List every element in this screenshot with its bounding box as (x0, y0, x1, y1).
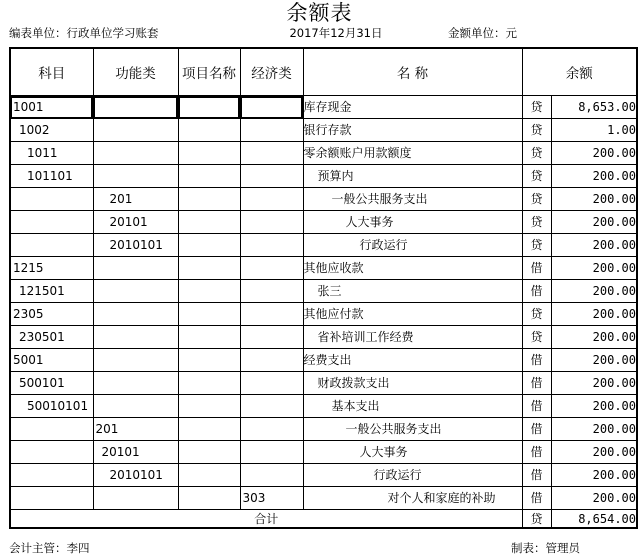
cell-amount: 1.00 (551, 119, 637, 142)
table-row (10, 280, 637, 303)
report-date: 2017年12月31日 (289, 26, 383, 40)
table-row (10, 142, 637, 165)
amount-unit-label: 金额单位： (448, 26, 506, 40)
cell-amount: 200.00 (551, 188, 637, 211)
supervisor-value: 李四 (66, 541, 90, 555)
total-direction: 贷 (522, 510, 551, 529)
table-row (10, 257, 637, 280)
cell-project-name (178, 234, 240, 257)
cell-amount: 200.00 (551, 395, 637, 418)
table-row (10, 234, 637, 257)
cell-economic-code (240, 395, 303, 418)
cell-project-name (178, 349, 240, 372)
table-row (10, 372, 637, 395)
preparer-label: 制表： (511, 541, 546, 555)
cell-project-name (178, 418, 240, 441)
cell-function-code: 201 (93, 418, 178, 441)
cell-economic-code (240, 188, 303, 211)
cell-project-name (178, 165, 240, 188)
cell-subject-code: 1011 (10, 142, 93, 165)
cell-account-name: 省补培训工作经费 (303, 326, 522, 349)
cell-subject-code (10, 418, 93, 441)
cell-economic-code (240, 280, 303, 303)
cell-subject-code (10, 211, 93, 234)
cell-function-code (93, 96, 178, 119)
cell-function-code (93, 372, 178, 395)
prepared-unit-value: 行政单位学习账套 (66, 26, 159, 40)
cell-account-name: 预算内 (303, 165, 522, 188)
cell-project-name (178, 257, 240, 280)
cell-subject-code (10, 487, 93, 510)
cell-direction: 贷 (522, 142, 551, 165)
cell-amount: 200.00 (551, 280, 637, 303)
cell-economic-code (240, 234, 303, 257)
cell-subject-code: 101101 (10, 165, 93, 188)
cell-function-code (93, 257, 178, 280)
cell-economic-code (240, 441, 303, 464)
accounting-supervisor (9, 539, 90, 557)
cell-project-name (178, 464, 240, 487)
cell-economic-code (240, 349, 303, 372)
cell-project-name (178, 441, 240, 464)
cell-amount: 200.00 (551, 464, 637, 487)
table-row (10, 418, 637, 441)
table-row (10, 188, 637, 211)
cell-function-code: 2010101 (93, 234, 178, 257)
supervisor-label: 会计主管： (9, 541, 67, 555)
cell-account-name: 其他应付款 (303, 303, 522, 326)
cell-economic-code (240, 464, 303, 487)
cell-project-name (178, 280, 240, 303)
cell-direction: 贷 (522, 234, 551, 257)
cell-economic-code: 303 (240, 487, 303, 510)
total-label: 合计 (10, 510, 522, 529)
cell-direction: 借 (522, 487, 551, 510)
cell-direction: 借 (522, 257, 551, 280)
prepared-unit (9, 25, 159, 41)
table-row (10, 119, 637, 142)
cell-project-name (178, 188, 240, 211)
cell-account-name: 基本支出 (303, 395, 522, 418)
cell-economic-code (240, 257, 303, 280)
cell-function-code (93, 165, 178, 188)
cell-subject-code: 1001 (10, 96, 93, 119)
cell-account-name: 银行存款 (303, 119, 522, 142)
cell-function-code (93, 349, 178, 372)
cell-function-code (93, 395, 178, 418)
cell-amount: 200.00 (551, 142, 637, 165)
report-title: 余额表 (286, 1, 353, 25)
cell-project-name (178, 395, 240, 418)
cell-function-code (93, 142, 178, 165)
cell-account-name: 经费支出 (303, 349, 522, 372)
table-row (10, 395, 637, 418)
cell-project-name (178, 142, 240, 165)
total-row (10, 510, 637, 529)
cell-function-code: 20101 (93, 211, 178, 234)
cell-subject-code (10, 234, 93, 257)
cell-account-name: 张三 (303, 280, 522, 303)
cell-project-name (178, 96, 240, 119)
col-header-name: 名 称 (303, 48, 522, 96)
cell-amount: 200.00 (551, 441, 637, 464)
cell-subject-code: 5001 (10, 349, 93, 372)
table-row (10, 211, 637, 234)
table-row (10, 303, 637, 326)
cell-economic-code (240, 96, 303, 119)
cell-direction: 贷 (522, 188, 551, 211)
cell-amount: 200.00 (551, 165, 637, 188)
cell-account-name: 财政拨款支出 (303, 372, 522, 395)
table-header-row (10, 48, 637, 96)
cell-project-name (178, 326, 240, 349)
cell-economic-code (240, 303, 303, 326)
cell-direction: 借 (522, 372, 551, 395)
cell-account-name: 其他应收款 (303, 257, 522, 280)
col-header-economic: 经济类 (240, 48, 303, 96)
amount-unit (448, 25, 517, 41)
cell-direction: 贷 (522, 119, 551, 142)
cell-account-name: 行政运行 (303, 464, 522, 487)
cell-subject-code: 1215 (10, 257, 93, 280)
table-row (10, 487, 637, 510)
cell-economic-code (240, 418, 303, 441)
cell-subject-code (10, 464, 93, 487)
cell-subject-code (10, 188, 93, 211)
cell-account-name: 人大事务 (303, 211, 522, 234)
cell-amount: 200.00 (551, 326, 637, 349)
cell-amount: 200.00 (551, 303, 637, 326)
cell-direction: 贷 (522, 211, 551, 234)
cell-direction: 贷 (522, 303, 551, 326)
cell-account-name: 一般公共服务支出 (303, 188, 522, 211)
cell-subject-code: 1002 (10, 119, 93, 142)
cell-subject-code: 2305 (10, 303, 93, 326)
cell-direction: 贷 (522, 165, 551, 188)
preparer-value: 管理员 (545, 541, 580, 555)
cell-economic-code (240, 142, 303, 165)
balance-table (9, 47, 638, 529)
cell-amount: 200.00 (551, 487, 637, 510)
cell-subject-code: 500101 (10, 372, 93, 395)
prepared-by (511, 539, 580, 557)
table-row (10, 464, 637, 487)
cell-account-name: 对个人和家庭的补助 (303, 487, 522, 510)
cell-function-code (93, 280, 178, 303)
cell-function-code (93, 119, 178, 142)
cell-subject-code (10, 441, 93, 464)
cell-economic-code (240, 119, 303, 142)
cell-subject-code: 230501 (10, 326, 93, 349)
cell-project-name (178, 211, 240, 234)
col-header-balance: 余额 (522, 48, 637, 96)
cell-amount: 200.00 (551, 418, 637, 441)
cell-amount: 8,653.00 (551, 96, 637, 119)
cell-amount: 200.00 (551, 211, 637, 234)
cell-function-code (93, 326, 178, 349)
cell-amount: 200.00 (551, 234, 637, 257)
col-header-project: 项目名称 (178, 48, 240, 96)
cell-account-name: 人大事务 (303, 441, 522, 464)
cell-account-name: 一般公共服务支出 (303, 418, 522, 441)
cell-account-name: 库存现金 (303, 96, 522, 119)
cell-amount: 200.00 (551, 257, 637, 280)
table-row (10, 326, 637, 349)
col-header-function: 功能类 (93, 48, 178, 96)
cell-economic-code (240, 326, 303, 349)
prepared-unit-label: 编表单位： (9, 26, 67, 40)
cell-direction: 借 (522, 418, 551, 441)
table-row (10, 165, 637, 188)
cell-project-name (178, 487, 240, 510)
cell-direction: 借 (522, 349, 551, 372)
cell-subject-code: 121501 (10, 280, 93, 303)
cell-function-code (93, 303, 178, 326)
cell-function-code: 201 (93, 188, 178, 211)
cell-direction: 借 (522, 441, 551, 464)
col-header-subject: 科目 (10, 48, 93, 96)
amount-unit-value: 元 (505, 26, 517, 40)
cell-function-code: 2010101 (93, 464, 178, 487)
table-row (10, 441, 637, 464)
cell-direction: 贷 (522, 96, 551, 119)
cell-subject-code: 50010101 (10, 395, 93, 418)
cell-amount: 200.00 (551, 372, 637, 395)
cell-economic-code (240, 211, 303, 234)
cell-direction: 贷 (522, 326, 551, 349)
cell-project-name (178, 119, 240, 142)
table-row (10, 349, 637, 372)
table-row (10, 96, 637, 119)
cell-function-code (93, 487, 178, 510)
cell-direction: 借 (522, 464, 551, 487)
table-body (10, 96, 637, 510)
cell-economic-code (240, 372, 303, 395)
cell-direction: 借 (522, 280, 551, 303)
cell-account-name: 行政运行 (303, 234, 522, 257)
cell-project-name (178, 303, 240, 326)
cell-function-code: 20101 (93, 441, 178, 464)
cell-account-name: 零余额账户用款额度 (303, 142, 522, 165)
cell-economic-code (240, 165, 303, 188)
total-amount: 8,654.00 (551, 510, 637, 529)
cell-amount: 200.00 (551, 349, 637, 372)
cell-direction: 借 (522, 395, 551, 418)
cell-project-name (178, 372, 240, 395)
